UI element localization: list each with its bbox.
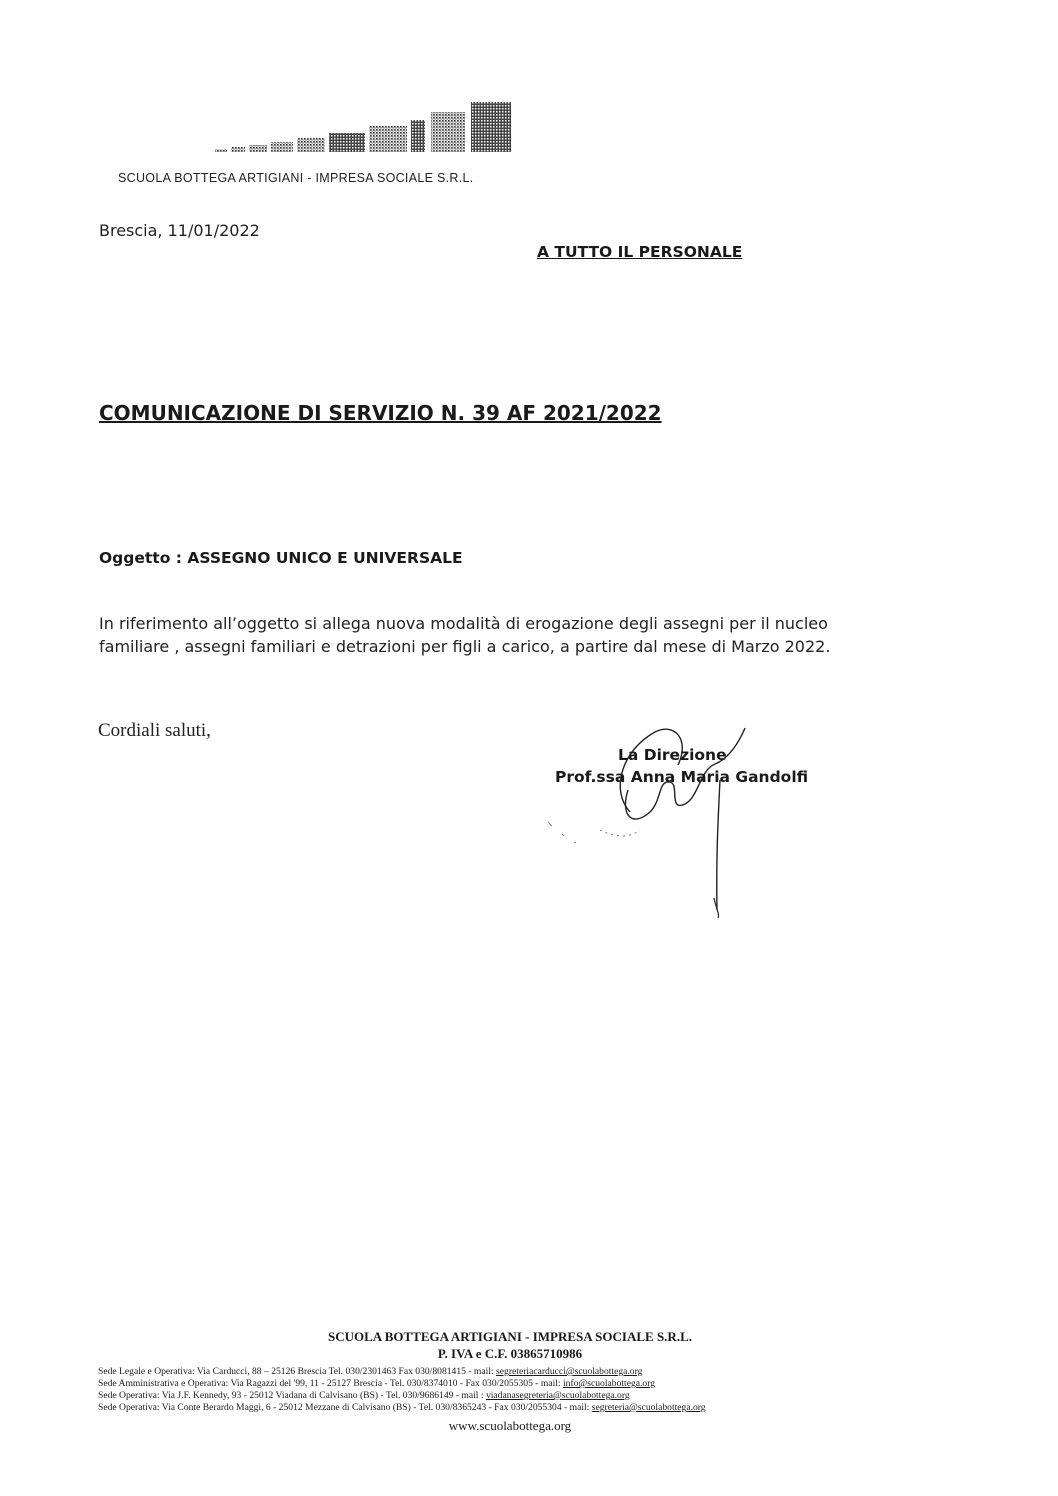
signatory-role: La Direzione bbox=[618, 746, 727, 764]
footer-website[interactable]: www.scuolabottega.org bbox=[448, 1418, 572, 1433]
place-date: Brescia, 11/01/2022 bbox=[99, 221, 260, 240]
page-footer bbox=[90, 1328, 930, 1434]
footer-address-line: Sede Operativa: Via Conte Berardo Maggi, 6 - 25012 Mezzane di Calvisano (BS) - Tel. 030/8365243 - Fax 030/2055304 - mail: segreteria@scuolabottega.org bbox=[98, 1402, 706, 1413]
footer-addresses bbox=[90, 1366, 930, 1414]
footer-address-line: Sede Amministrativa e Operativa: Via Ragazzi del '99, 11 - 25127 Brescia - Tel. 030/8374010 - Fax 030/2055305 - mail: info@scuolabottega.org bbox=[98, 1378, 656, 1389]
footer-address-line: Sede Operativa: Via J.F. Kennedy, 93 - 25012 Viadana di Calvisano (BS) - Tel. 030/9686149 - mail : viadanasegreteria@scuolabottega.org bbox=[98, 1390, 630, 1401]
body-line: In riferimento all’oggetto si allega nuova modalità di erogazione degli assegni per il nucleo bbox=[99, 614, 828, 633]
footer-email-link[interactable]: segreteriacarducci@scuolabottega.org bbox=[496, 1366, 643, 1377]
signatory-name: Prof.ssa Anna Maria Gandolfi bbox=[555, 768, 809, 786]
company-logo bbox=[205, 96, 525, 156]
company-header-name: SCUOLA BOTTEGA ARTIGIANI - IMPRESA SOCIALE S.R.L. bbox=[118, 171, 474, 185]
subject-line bbox=[99, 549, 463, 567]
handwritten-signature bbox=[540, 720, 770, 920]
subject-value: ASSEGNO UNICO E UNIVERSALE bbox=[187, 549, 463, 567]
body-line: familiare , assegni familiari e detrazioni per figli a carico, a partire dal mese di Marzo 2022. bbox=[99, 637, 831, 656]
footer-address-line: Sede Legale e Operativa: Via Carducci, 88 – 25126 Brescia Tel. 030/2301463 Fax 030/8081415 - mail: segreteriacarducci@scuolabottega.org bbox=[98, 1366, 643, 1377]
body-paragraph bbox=[99, 612, 929, 658]
footer-email-link[interactable]: viadanasegreteria@scuolabottega.org bbox=[485, 1390, 630, 1401]
footer-company-name: SCUOLA BOTTEGA ARTIGIANI - IMPRESA SOCIALE S.R.L. bbox=[328, 1329, 692, 1344]
closing-greeting: Cordiali saluti, bbox=[98, 720, 211, 741]
recipient-line: A TUTTO IL PERSONALE bbox=[537, 243, 743, 261]
footer-email-link[interactable]: info@scuolabottega.org bbox=[562, 1378, 656, 1389]
footer-email-link[interactable]: segreteria@scuolabottega.org bbox=[591, 1402, 706, 1413]
footer-vat-number: P. IVA e C.F. 03865710986 bbox=[437, 1346, 583, 1361]
subject-label: Oggetto : bbox=[99, 549, 182, 567]
document-title: COMUNICAZIONE DI SERVIZIO N. 39 AF 2021/2022 bbox=[99, 401, 662, 425]
